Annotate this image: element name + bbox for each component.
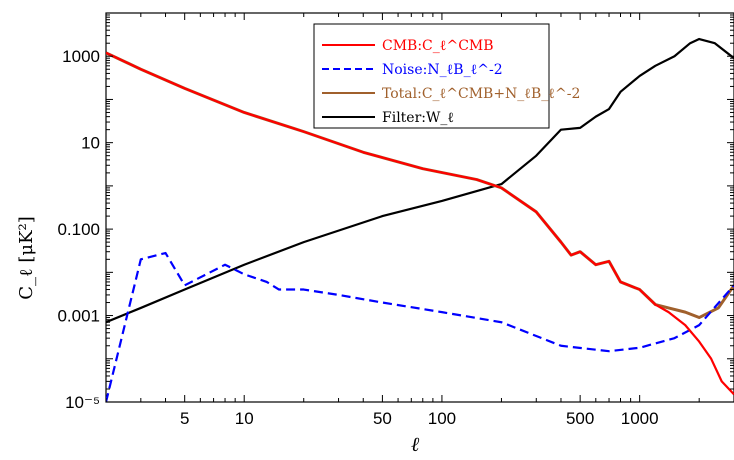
series-line-1 (106, 253, 734, 402)
x-tick-label: 500 (565, 409, 595, 428)
x-tick-label: 10 (234, 409, 254, 428)
y-tick-label: 10 (81, 133, 100, 153)
legend-label: CMB:C_ℓ^CMB (382, 38, 494, 54)
x-tick-label: 1000 (620, 409, 659, 428)
x-tick-label: 50 (372, 409, 392, 428)
legend-label: Total:C_ℓ^CMB+N_ℓB_ℓ^-2 (382, 86, 581, 102)
x-tick-label: 100 (427, 409, 457, 428)
y-axis-label: C_ℓ [μK²] (16, 216, 37, 300)
x-tick-label: 5 (179, 409, 190, 428)
y-tick-label: 0.001 (57, 306, 100, 326)
x-axis-label: ℓ (410, 432, 420, 456)
y-tick-label: 0.100 (57, 220, 100, 240)
y-tick-label: 1000 (62, 47, 100, 67)
legend-label: Filter:W_ℓ (382, 110, 455, 126)
legend (314, 24, 580, 128)
y-tick-label: 10⁻⁵ (65, 393, 100, 412)
legend-label: Noise:N_ℓB_ℓ^-2 (382, 62, 503, 78)
